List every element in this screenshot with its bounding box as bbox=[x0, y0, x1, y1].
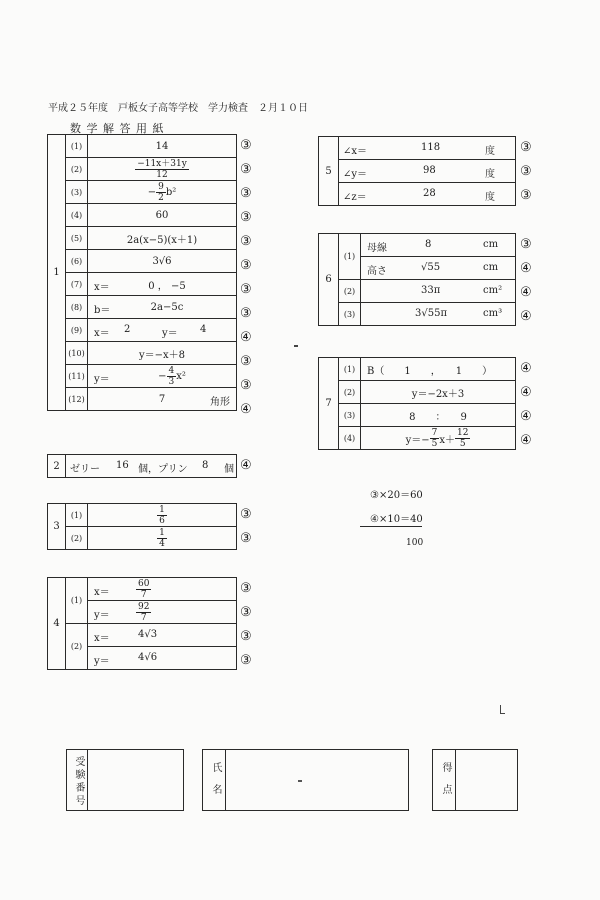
answer-prefix: 高さ bbox=[367, 266, 387, 277]
answer-value: 3√55π bbox=[415, 308, 448, 319]
answer-unit: cm² bbox=[483, 285, 503, 296]
item-number: (11) bbox=[66, 365, 88, 388]
answer-cell: y＝−x＋8 bbox=[88, 342, 237, 365]
answer-value bbox=[136, 579, 151, 600]
name-label: 氏名 bbox=[210, 762, 221, 806]
answer-prefix: ∠z＝ bbox=[343, 192, 367, 203]
answer-cell bbox=[339, 137, 516, 160]
answer-value: 2 bbox=[124, 324, 131, 335]
answer-prefix: y＝− bbox=[405, 434, 430, 446]
points-mark: ④ bbox=[520, 409, 532, 424]
item-number: (1) bbox=[66, 135, 88, 158]
answer-value: 7 bbox=[158, 393, 166, 405]
answer-cell bbox=[88, 158, 237, 181]
answer-value: 118 bbox=[421, 142, 441, 153]
exam-number-divider bbox=[87, 750, 88, 810]
item-number: (3) bbox=[339, 404, 361, 427]
answer-prefix: y＝ bbox=[94, 610, 110, 621]
answer-cell bbox=[361, 257, 516, 280]
points-mark: ④ bbox=[520, 285, 532, 300]
answer-cell bbox=[88, 504, 237, 527]
points-mark: ④ bbox=[240, 458, 252, 473]
points-mark: ③ bbox=[240, 162, 252, 177]
item-number: (10) bbox=[66, 342, 88, 365]
answer-unit: cm bbox=[483, 239, 499, 250]
question-number: 5 bbox=[319, 137, 339, 206]
denominator: 5 bbox=[459, 438, 466, 449]
question-6-table bbox=[318, 233, 516, 326]
answer-middle: 個，プリン bbox=[138, 464, 188, 475]
exam-number-label: 受験番号 bbox=[73, 756, 84, 808]
numerator: 4 bbox=[168, 365, 175, 376]
answer-cell: 2a(x−5)(x＋1) bbox=[88, 227, 237, 250]
item-number: (1) bbox=[66, 578, 88, 624]
points-mark: ③ bbox=[240, 306, 252, 321]
numerator: 1 bbox=[159, 527, 165, 538]
question-3-table bbox=[47, 503, 237, 550]
answer-cell: 60 bbox=[88, 204, 237, 227]
points-mark: ③ bbox=[240, 234, 252, 249]
item-number: (3) bbox=[339, 303, 361, 326]
answer-prefix-2: y＝ bbox=[162, 328, 178, 339]
answer-prefix: ∠y＝ bbox=[343, 169, 368, 180]
answer-cell bbox=[88, 578, 237, 601]
item-number: (1) bbox=[66, 504, 88, 527]
points-mark: ③ bbox=[520, 237, 532, 252]
question-1-table bbox=[47, 134, 237, 411]
denominator: 3 bbox=[168, 376, 175, 387]
answer-middle: x＋ bbox=[439, 434, 455, 446]
numerator: 12 bbox=[456, 427, 469, 438]
answer-cell bbox=[88, 527, 237, 550]
answer-prefix: ∠x＝ bbox=[343, 146, 368, 157]
answer-cell bbox=[88, 296, 237, 319]
answer-value: 33π bbox=[421, 285, 441, 296]
denominator: 6 bbox=[159, 515, 165, 526]
answer-value: 2a−5c bbox=[150, 301, 184, 313]
item-number: (2) bbox=[339, 280, 361, 303]
answer-cell bbox=[88, 181, 237, 204]
numerator: 60 bbox=[138, 579, 150, 589]
answer-value bbox=[136, 602, 151, 623]
denominator: 7 bbox=[140, 613, 147, 623]
answer-prefix: y＝ bbox=[94, 374, 110, 385]
answer-cell: 8 ： 9 bbox=[361, 404, 516, 427]
points-mark: ③ bbox=[240, 581, 252, 596]
item-number: (1) bbox=[339, 234, 361, 280]
denominator: 5 bbox=[431, 438, 438, 449]
answer-prefix: b＝ bbox=[94, 305, 111, 316]
score-divider bbox=[455, 750, 456, 810]
name-divider bbox=[225, 750, 226, 810]
denominator: 4 bbox=[159, 538, 165, 549]
answer-suffix: 角形 bbox=[210, 397, 230, 408]
points-mark: ③ bbox=[520, 188, 532, 203]
stray-mark bbox=[294, 345, 298, 347]
answer-cell bbox=[66, 455, 237, 478]
points-mark: ③ bbox=[520, 164, 532, 179]
points-mark: ③ bbox=[240, 258, 252, 273]
answer-value: 0 ， −5 bbox=[148, 280, 186, 292]
stray-mark bbox=[500, 705, 501, 713]
question-5-table bbox=[318, 136, 516, 206]
scoring-divider bbox=[360, 526, 422, 527]
exam-number-box[interactable] bbox=[66, 749, 184, 811]
answer-unit: 度 bbox=[485, 146, 495, 157]
scoring-total: 100 bbox=[406, 538, 424, 548]
answer-prefix: y＝ bbox=[94, 656, 110, 667]
item-number: (1) bbox=[339, 358, 361, 381]
item-number: (4) bbox=[339, 427, 361, 450]
question-number: 4 bbox=[48, 578, 66, 670]
answer-cell bbox=[88, 624, 237, 647]
answer-cell bbox=[339, 160, 516, 183]
numerator: 92 bbox=[138, 602, 150, 612]
answer-cell bbox=[361, 234, 516, 257]
points-mark: ③ bbox=[240, 629, 252, 644]
answer-suffix: 個 bbox=[224, 464, 234, 475]
answer-value: 4√6 bbox=[138, 652, 158, 663]
answer-prefix: ゼリー bbox=[70, 464, 100, 475]
answer-prefix: x＝ bbox=[94, 328, 110, 339]
points-mark: ③ bbox=[240, 138, 252, 153]
answer-cell bbox=[88, 388, 237, 411]
item-number: (3) bbox=[66, 181, 88, 204]
answer-cell bbox=[361, 303, 516, 326]
stray-mark bbox=[298, 780, 302, 782]
item-number: (9) bbox=[66, 319, 88, 342]
points-mark: ④ bbox=[520, 385, 532, 400]
points-mark: ③ bbox=[240, 378, 252, 393]
scoring-line-2: ④×10＝40 bbox=[370, 514, 423, 525]
points-mark: ③ bbox=[520, 140, 532, 155]
answer-value-2: 4 bbox=[200, 324, 207, 335]
item-number: (7) bbox=[66, 273, 88, 296]
answer-value: 98 bbox=[423, 165, 436, 176]
answer-cell bbox=[88, 647, 237, 670]
page-title: 平成２５年度 戸板女子高等学校 学力検査 ２月１０日 bbox=[48, 103, 308, 114]
answer-value: 16 bbox=[116, 460, 129, 471]
term: x² bbox=[176, 370, 186, 382]
points-mark: ③ bbox=[240, 186, 252, 201]
item-number: (2) bbox=[66, 158, 88, 181]
item-number: (4) bbox=[66, 204, 88, 227]
question-number: 6 bbox=[319, 234, 339, 326]
name-box[interactable] bbox=[202, 749, 409, 811]
numerator: 1 bbox=[159, 504, 165, 515]
points-mark: ③ bbox=[240, 282, 252, 297]
answer-prefix: x＝ bbox=[94, 282, 110, 293]
question-number: 1 bbox=[48, 135, 66, 411]
points-mark: ③ bbox=[240, 354, 252, 369]
question-number: 2 bbox=[48, 455, 66, 478]
points-mark: ③ bbox=[240, 531, 252, 546]
denominator: 12 bbox=[156, 169, 168, 180]
answer-unit: cm³ bbox=[483, 308, 503, 319]
answer-value: √55 bbox=[421, 262, 441, 273]
denominator: 7 bbox=[140, 590, 147, 600]
question-2-table bbox=[47, 454, 237, 478]
answer-cell bbox=[88, 319, 237, 342]
answer-cell bbox=[339, 183, 516, 206]
points-mark: ④ bbox=[240, 330, 252, 345]
score-label: 得点 bbox=[440, 762, 451, 806]
points-mark: ③ bbox=[240, 653, 252, 668]
item-number: (12) bbox=[66, 388, 88, 411]
answer-cell: 14 bbox=[88, 135, 237, 158]
answer-cell: y＝−2x＋3 bbox=[361, 381, 516, 404]
question-number: 3 bbox=[48, 504, 66, 550]
question-number: 7 bbox=[319, 358, 339, 450]
item-number: (6) bbox=[66, 250, 88, 273]
item-number: (5) bbox=[66, 227, 88, 250]
points-mark: ④ bbox=[520, 309, 532, 324]
question-7-table bbox=[318, 357, 516, 450]
answer-cell bbox=[361, 280, 516, 303]
points-mark: ④ bbox=[520, 361, 532, 376]
points-mark: ③ bbox=[240, 210, 252, 225]
sign: − bbox=[147, 186, 157, 198]
item-number: (2) bbox=[339, 381, 361, 404]
answer-prefix: x＝ bbox=[94, 587, 110, 598]
stray-mark bbox=[500, 713, 505, 714]
answer-value: 4√3 bbox=[138, 629, 158, 640]
answer-unit: cm bbox=[483, 262, 499, 273]
answer-prefix: x＝ bbox=[94, 633, 110, 644]
answer-cell bbox=[88, 601, 237, 624]
numerator: −11x＋31y bbox=[137, 158, 187, 169]
term: b² bbox=[165, 186, 177, 198]
points-mark: ④ bbox=[520, 433, 532, 448]
question-4-table bbox=[47, 577, 237, 670]
answer-cell bbox=[88, 273, 237, 296]
answer-value: B（ 1 ， 1 ） bbox=[367, 365, 493, 377]
answer-prefix: 母線 bbox=[367, 243, 387, 254]
page-subtitle: 数 学 解 答 用 紙 bbox=[70, 122, 165, 135]
points-mark: ④ bbox=[240, 402, 252, 417]
answer-cell: 3√6 bbox=[88, 250, 237, 273]
answer-cell bbox=[361, 358, 516, 381]
answer-unit: 度 bbox=[485, 169, 495, 180]
item-number: (8) bbox=[66, 296, 88, 319]
scoring-line-1: ③×20＝60 bbox=[370, 490, 423, 501]
item-number: (2) bbox=[66, 624, 88, 670]
points-mark: ③ bbox=[240, 605, 252, 620]
answer-value: 28 bbox=[423, 188, 436, 199]
answer-cell bbox=[88, 365, 237, 388]
points-mark: ③ bbox=[240, 507, 252, 522]
answer-cell bbox=[361, 427, 516, 450]
points-mark: ④ bbox=[520, 261, 532, 276]
item-number: (2) bbox=[66, 527, 88, 550]
answer-unit: 度 bbox=[485, 192, 495, 203]
sign: − bbox=[158, 370, 167, 382]
numerator: 9 bbox=[158, 181, 164, 192]
denominator: 2 bbox=[158, 192, 164, 203]
score-box[interactable] bbox=[432, 749, 518, 811]
answer-value: 8 bbox=[425, 239, 432, 250]
numerator: 7 bbox=[431, 427, 438, 438]
answer-value-2: 8 bbox=[202, 460, 209, 471]
